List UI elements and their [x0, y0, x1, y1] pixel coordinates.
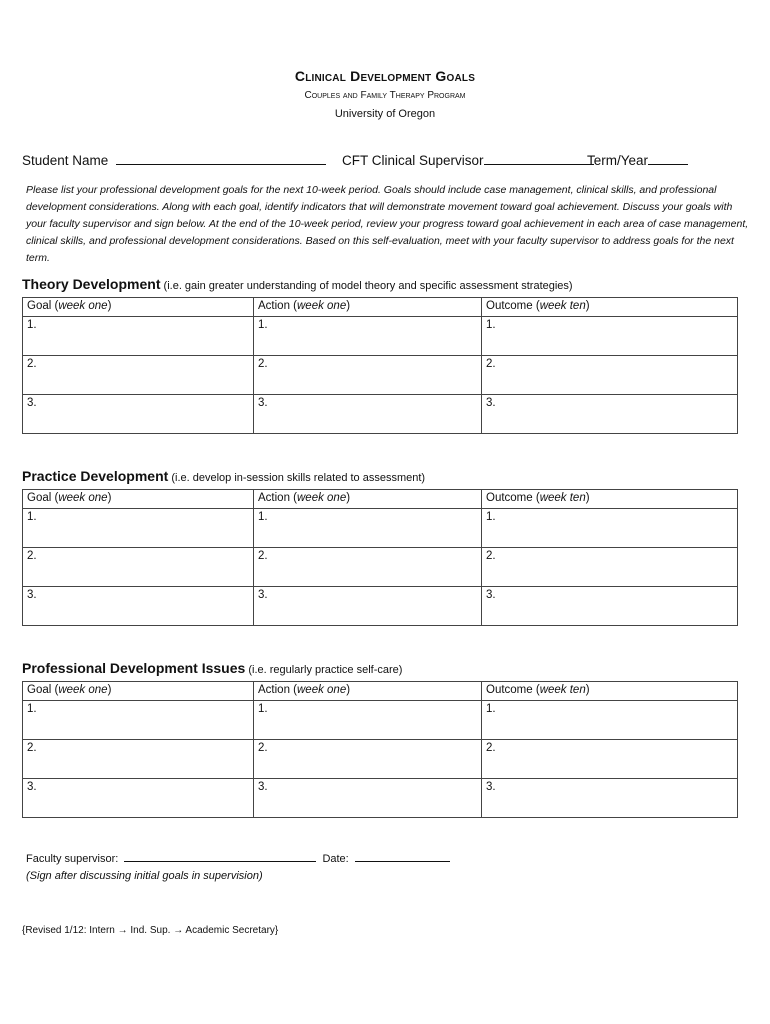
- section-heading-theory: [22, 276, 573, 292]
- table-row: [23, 317, 738, 356]
- signature-note: (Sign after discussing initial goals in supervision): [26, 870, 263, 882]
- goal-column-header: Goal (week one): [23, 490, 254, 509]
- supervisor-label: CFT Clinical Supervisor: [342, 153, 484, 168]
- outcome-column-header: Outcome (week ten): [482, 490, 738, 509]
- action-cell[interactable]: 3.: [254, 587, 482, 626]
- action-cell[interactable]: 2.: [254, 740, 482, 779]
- date-line[interactable]: [355, 850, 450, 862]
- table-header-row: [23, 490, 738, 509]
- goal-cell[interactable]: 2.: [23, 356, 254, 395]
- date-label: Date:: [322, 853, 349, 865]
- section-heading-practice: [22, 468, 425, 484]
- section-heading-professional: [22, 660, 402, 676]
- goal-column-header: Goal (week one): [23, 298, 254, 317]
- table-row: [23, 548, 738, 587]
- action-column-header: Action (week one): [254, 298, 482, 317]
- outcome-cell[interactable]: 1.: [482, 701, 738, 740]
- outcome-cell[interactable]: 1.: [482, 317, 738, 356]
- university-name: University of Oregon: [334, 108, 436, 120]
- section-note: (i.e. gain greater understanding of model theory and specific assessment strategies): [160, 280, 573, 292]
- action-column-header: Action (week one): [254, 682, 482, 701]
- supervisor-line[interactable]: [484, 150, 594, 165]
- action-cell[interactable]: 1.: [254, 509, 482, 548]
- term-field: [587, 150, 688, 168]
- action-cell[interactable]: 3.: [254, 779, 482, 818]
- outcome-cell[interactable]: 1.: [482, 509, 738, 548]
- section-note: (i.e. regularly practice self-care): [245, 664, 403, 676]
- program-name: Couples and Family Therapy Program: [304, 90, 466, 101]
- outcome-cell[interactable]: 2.: [482, 740, 738, 779]
- outcome-cell[interactable]: 2.: [482, 548, 738, 587]
- action-cell[interactable]: 2.: [254, 356, 482, 395]
- faculty-signature-line[interactable]: [124, 850, 316, 862]
- goals-table-practice: [22, 489, 738, 626]
- table-row: [23, 509, 738, 548]
- student-name-label: Student Name: [22, 153, 109, 168]
- term-line[interactable]: [648, 150, 688, 165]
- goal-cell[interactable]: 2.: [23, 548, 254, 587]
- goal-cell[interactable]: 1.: [23, 317, 254, 356]
- table-header-row: [23, 298, 738, 317]
- term-label: Term/Year: [587, 153, 649, 168]
- goal-cell[interactable]: 1.: [23, 701, 254, 740]
- action-cell[interactable]: 3.: [254, 395, 482, 434]
- goal-cell[interactable]: 2.: [23, 740, 254, 779]
- section-title: Practice Development: [22, 468, 169, 484]
- goal-column-header: Goal (week one): [23, 682, 254, 701]
- revision-note: {Revised 1/12: Intern → Ind. Sup. → Academic Secretary}: [22, 925, 279, 936]
- table-header-row: [23, 682, 738, 701]
- outcome-column-header: Outcome (week ten): [482, 298, 738, 317]
- action-cell[interactable]: 1.: [254, 701, 482, 740]
- action-column-header: Action (week one): [254, 490, 482, 509]
- goal-cell[interactable]: 3.: [23, 779, 254, 818]
- instructions-text: Please list your professional development goals for the next 10-week period. Goals should include case management, clinical skills, and professional development considerations. Along with each goal, identify indicators that will demonstrate movement toward goal achievement. Discuss your goals with your faculty supervisor and sign below. At the end of the 10-week period, review your progress toward goal achievement in each area of case management, clinical skills, and professional development considerations. Based on this self-evaluation, meet with your faculty supervisor to address goals for the next term.: [26, 184, 749, 264]
- outcome-cell[interactable]: 3.: [482, 395, 738, 434]
- table-row: [23, 587, 738, 626]
- outcome-cell[interactable]: 3.: [482, 779, 738, 818]
- action-cell[interactable]: 2.: [254, 548, 482, 587]
- signature-row: [26, 850, 450, 865]
- outcome-column-header: Outcome (week ten): [482, 682, 738, 701]
- table-row: [23, 779, 738, 818]
- goal-cell[interactable]: 3.: [23, 587, 254, 626]
- student-name-field: [22, 150, 326, 168]
- goals-table-theory: [22, 297, 738, 434]
- page-title: Clinical Development Goals: [294, 68, 476, 84]
- goal-cell[interactable]: 3.: [23, 395, 254, 434]
- table-row: [23, 395, 738, 434]
- goals-table-professional: [22, 681, 738, 818]
- goal-cell[interactable]: 1.: [23, 509, 254, 548]
- table-row: [23, 740, 738, 779]
- section-note: (i.e. develop in-session skills related to assessment): [168, 472, 426, 484]
- action-cell[interactable]: 1.: [254, 317, 482, 356]
- table-row: [23, 701, 738, 740]
- student-name-line[interactable]: [116, 150, 326, 165]
- table-row: [23, 356, 738, 395]
- section-title: Professional Development Issues: [22, 660, 246, 676]
- outcome-cell[interactable]: 2.: [482, 356, 738, 395]
- supervisor-field: [342, 150, 594, 168]
- faculty-supervisor-label: Faculty supervisor:: [26, 853, 119, 865]
- outcome-cell[interactable]: 3.: [482, 587, 738, 626]
- section-title: Theory Development: [22, 276, 161, 292]
